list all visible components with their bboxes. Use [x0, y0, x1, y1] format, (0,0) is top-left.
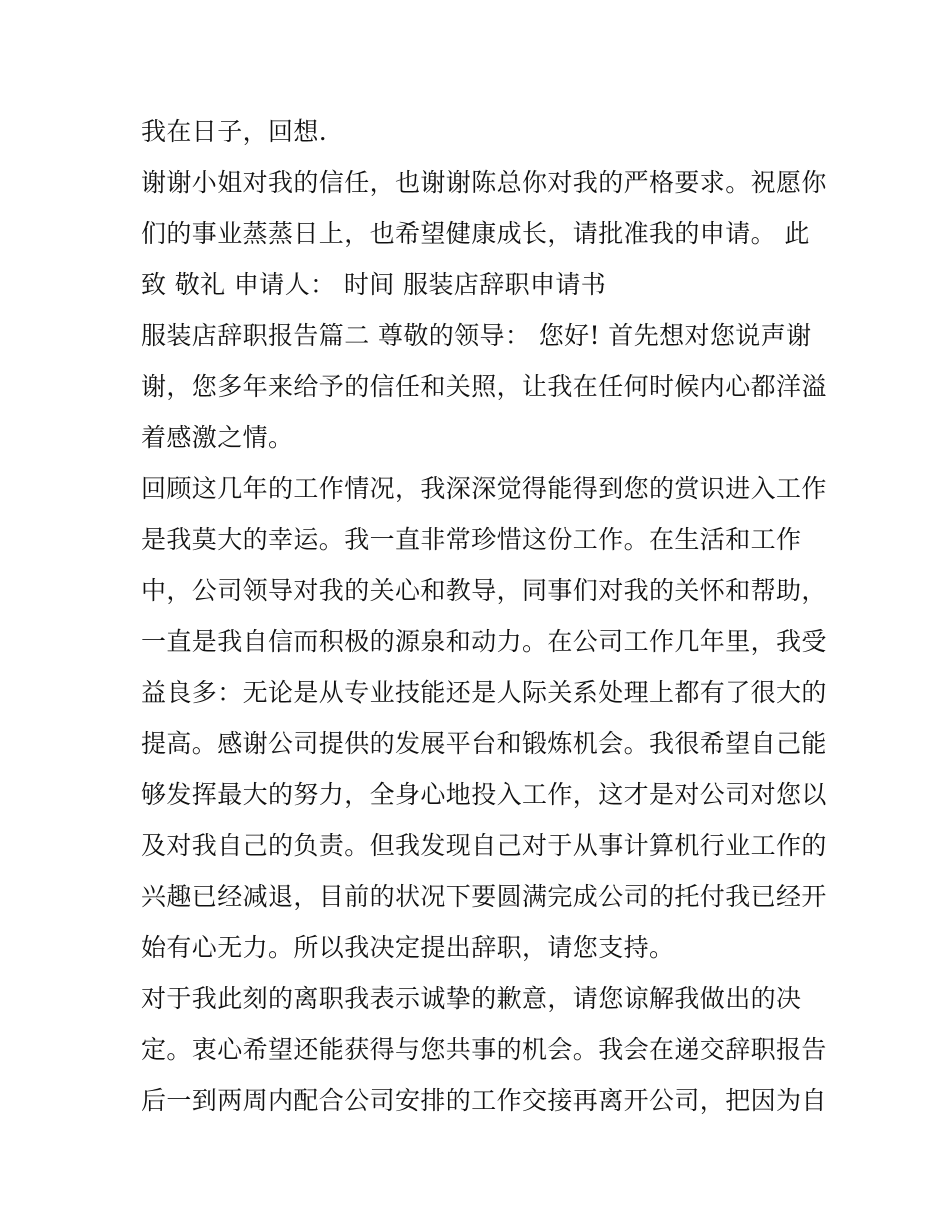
text-line: 是我莫大的幸运。我一直非常珍惜这份工作。在生活和工作 — [141, 525, 802, 554]
text-line: 兴趣已经减退，目前的状况下要圆满完成公司的托付我已经开 — [141, 882, 827, 911]
text-line: 够发挥最大的努力，全身心地投入工作，这才是对公司对您以 — [141, 780, 827, 809]
text-line: 一直是我自信而积极的源泉和动力。在公司工作几年里，我受 — [141, 627, 827, 656]
text-line: 中，公司领导对我的关心和教导，同事们对我的关怀和帮助， — [141, 576, 827, 605]
text-line: 提高。感谢公司提供的发展平台和锻炼机会。我很希望自己能 — [141, 729, 827, 758]
text-line: 致 敬礼 申请人： 时间 服装店辞职申请书 — [141, 270, 607, 299]
document-body — [141, 106, 827, 1126]
text-line: 谢谢小姐对我的信任，也谢谢陈总你对我的严格要求。祝愿你 — [141, 168, 827, 197]
text-line: 后一到两周内配合公司安排的工作交接再离开公司，把因为自 — [141, 1086, 827, 1115]
text-line: 回顾这几年的工作情况，我深深觉得能得到您的赏识进入工作 — [141, 474, 827, 503]
text-line: 定。衷心希望还能获得与您共事的机会。我会在递交辞职报告 — [141, 1035, 827, 1064]
text-line: 始有心无力。所以我决定提出辞职，请您支持。 — [141, 933, 675, 962]
text-line: 益良多：无论是从专业技能还是人际关系处理上都有了很大的 — [141, 678, 827, 707]
text-line: 着感激之情。 — [141, 423, 294, 452]
text-line: 服装店辞职报告篇二 尊敬的领导： 您好! 首先想对您说声谢 — [141, 321, 812, 350]
text-line: 及对我自己的负责。但我发现自己对于从事计算机行业工作的 — [141, 831, 827, 860]
text-line: 我在日子，回想. — [141, 117, 328, 146]
text-line: 们的事业蒸蒸日上，也希望健康成长，请批准我的申请。 此 — [141, 219, 810, 248]
text-line: 对于我此刻的离职我表示诚挚的歉意，请您谅解我做出的决 — [141, 984, 802, 1013]
text-line: 谢，您多年来给予的信任和关照，让我在任何时候内心都洋溢 — [141, 372, 827, 401]
